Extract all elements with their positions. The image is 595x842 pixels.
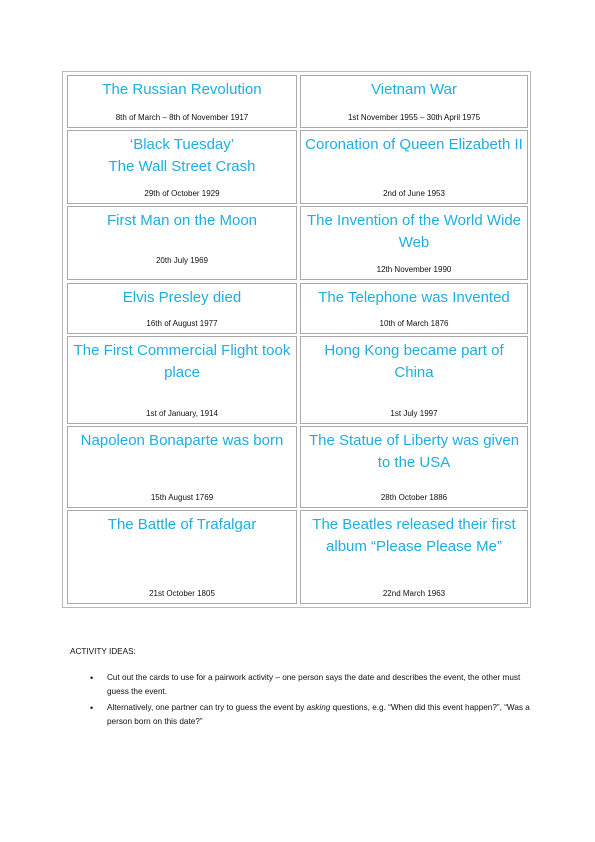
event-title: The Battle of Trafalgar xyxy=(107,516,257,533)
event-date: 8th of March – 8th of November 1917 xyxy=(115,113,249,122)
event-card xyxy=(300,336,528,424)
event-card xyxy=(300,130,528,204)
event-date: 1st November 1955 – 30th April 1975 xyxy=(347,113,481,122)
event-date: 15th August 1769 xyxy=(150,493,214,502)
event-title: ‘Black Tuesday’ The Wall Street Crash xyxy=(108,136,256,175)
event-card xyxy=(300,426,528,508)
event-date: 22nd March 1963 xyxy=(382,589,446,598)
event-card xyxy=(67,75,297,128)
bullet-icon: • xyxy=(90,703,94,713)
event-card xyxy=(300,283,528,334)
event-card xyxy=(300,75,528,128)
event-date: 29th of October 1929 xyxy=(144,189,220,198)
event-card xyxy=(67,510,297,604)
activity-item xyxy=(90,701,530,729)
event-card xyxy=(67,336,297,424)
event-title: The Russian Revolution xyxy=(102,81,262,98)
event-card xyxy=(67,283,297,334)
activity-emphasis: asking xyxy=(306,703,331,712)
event-card xyxy=(300,206,528,280)
event-title: Vietnam War xyxy=(371,81,457,98)
event-title: Elvis Presley died xyxy=(122,289,242,306)
event-card-table xyxy=(62,71,531,608)
event-title: The Invention of the World Wide Web xyxy=(307,212,521,251)
activity-ideas xyxy=(70,645,530,731)
event-date: 1st July 1997 xyxy=(390,409,438,418)
event-card xyxy=(67,206,297,280)
event-date: 1st of January, 1914 xyxy=(146,409,218,418)
event-date: 20th July 1969 xyxy=(155,256,209,265)
event-title: Coronation of Queen Elizabeth II xyxy=(305,136,523,153)
event-date: 2nd of June 1953 xyxy=(383,189,445,198)
event-card xyxy=(300,510,528,604)
activity-item xyxy=(90,671,530,699)
activity-text: Cut out the cards to use for a pairwork activity – one person says the date and describes the event, the other must guess the event. xyxy=(107,673,521,696)
event-title: The Beatles released their first album “Please Please Me” xyxy=(312,516,516,555)
event-title: The Telephone was Invented xyxy=(318,289,510,306)
event-date: 28th October 1886 xyxy=(380,493,448,502)
event-card xyxy=(67,426,297,508)
event-date: 21st October 1805 xyxy=(149,589,215,598)
event-date: 16th of August 1977 xyxy=(146,319,218,328)
activity-heading: ACTIVITY IDEAS: xyxy=(70,647,136,656)
bullet-icon: • xyxy=(90,673,94,683)
event-title: The First Commercial Flight took place xyxy=(73,342,291,381)
event-title: The Statue of Liberty was given to the USA xyxy=(308,432,520,471)
activity-text: questions, e.g. “When did this event happen?”, “Was a person born on this date?” xyxy=(107,703,530,726)
activity-list xyxy=(70,671,530,729)
event-date: 10th of March 1876 xyxy=(379,319,449,328)
event-date: 12th November 1990 xyxy=(376,265,452,274)
activity-text: Alternatively, one partner can try to guess the event by xyxy=(107,703,307,712)
event-title: First Man on the Moon xyxy=(106,212,258,229)
event-card xyxy=(67,130,297,204)
event-title: Napoleon Bonaparte was born xyxy=(80,432,284,449)
event-title: Hong Kong became part of China xyxy=(324,342,504,381)
